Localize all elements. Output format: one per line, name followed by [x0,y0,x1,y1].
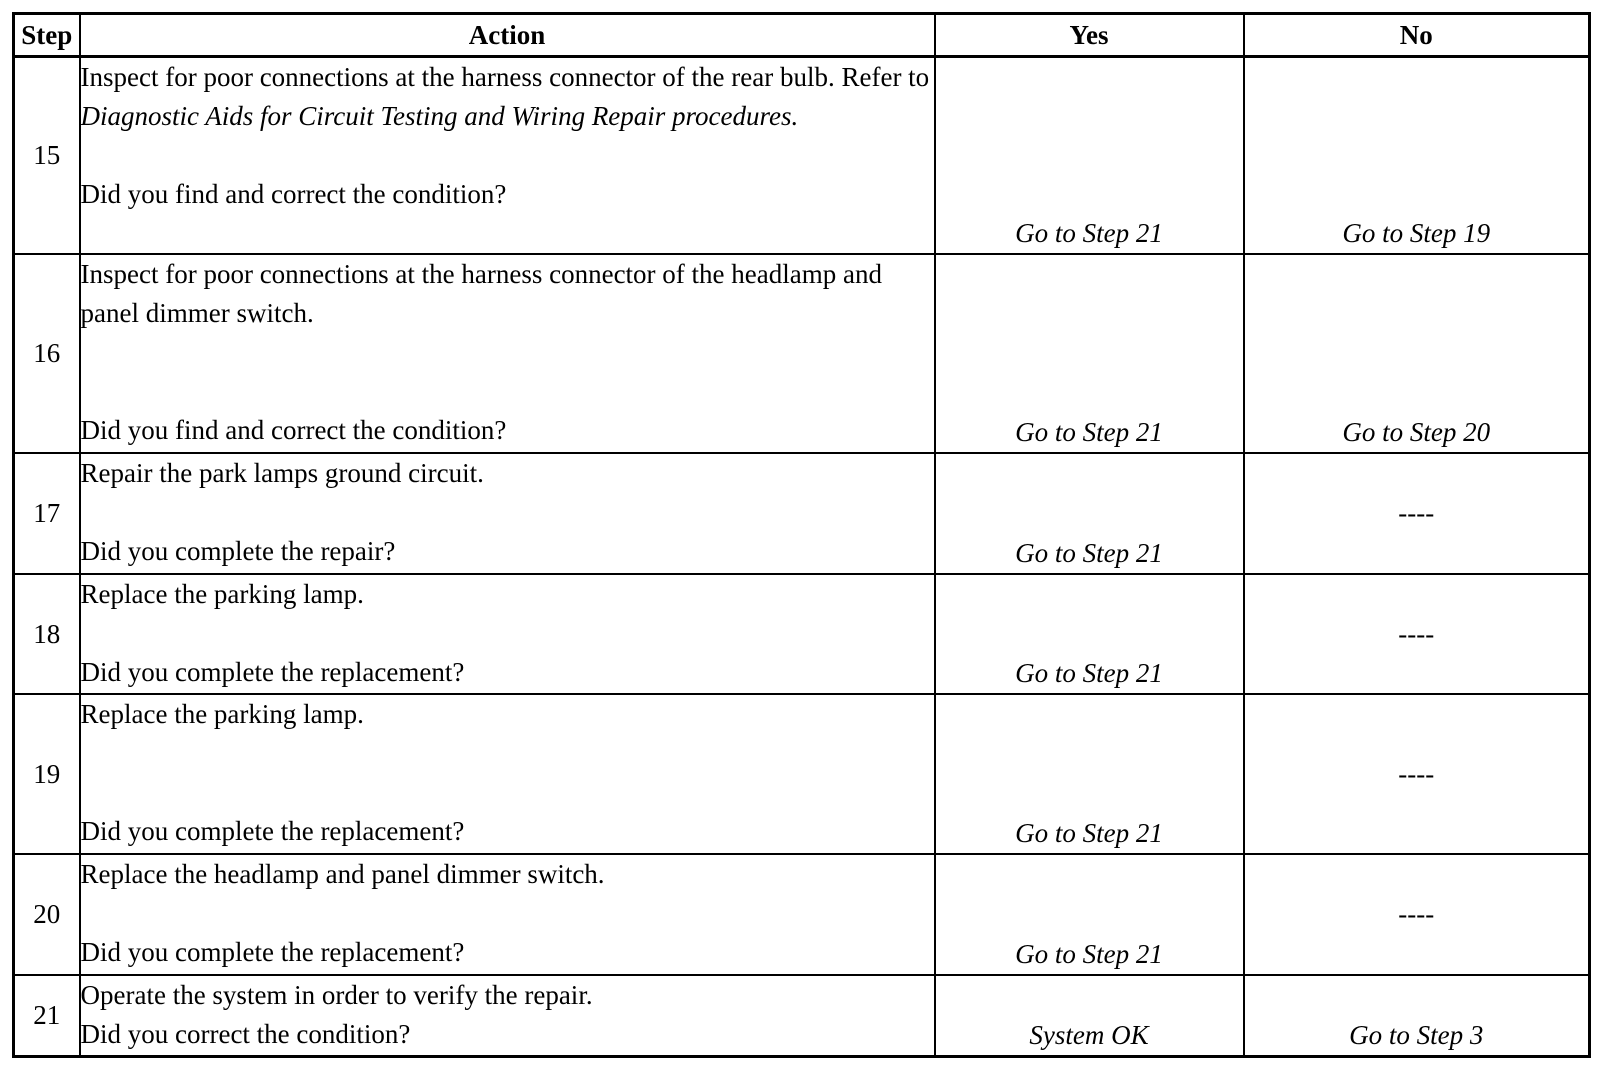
action-cell [80,574,935,695]
action-cell [80,57,935,254]
yes-result: Go to Step 21 [935,254,1244,453]
action-question: Did you correct the condition? [80,1018,411,1049]
action-question: Did you complete the replacement? [80,656,465,687]
table-row [14,57,1590,254]
action-text: Operate the system in order to verify the repair. [80,979,593,1010]
action-question: Did you find and correct the condition? [80,179,507,209]
table-row [14,453,1590,574]
yes-result: System OK [935,975,1244,1057]
step-number: 18 [14,574,80,695]
action-text: Replace the parking lamp. [80,578,364,609]
table-row [14,694,1590,854]
step-number: 19 [14,694,80,854]
header-row [14,14,1590,57]
header-step: Step [14,14,80,57]
step-number: 20 [14,854,80,975]
action-reference: Diagnostic Aids for Circuit Testing and Wiring Repair procedures. [80,101,799,131]
action-text: Inspect for poor connections at the harness connector of the headlamp and panel dimmer switch. [80,258,882,328]
no-result: ---- [1244,574,1590,695]
action-text: Replace the parking lamp. [80,699,364,730]
no-result: ---- [1244,854,1590,975]
table-row [14,975,1590,1057]
header-yes: Yes [935,14,1244,57]
yes-result: Go to Step 21 [935,854,1244,975]
no-result: Go to Step 19 [1244,57,1590,254]
no-result: ---- [1244,694,1590,854]
diagnostic-table [12,12,1591,1058]
action-cell [80,975,935,1057]
action-cell [80,453,935,574]
action-cell [80,694,935,854]
header-no: No [1244,14,1590,57]
header-action: Action [80,14,935,57]
yes-result: Go to Step 21 [935,453,1244,574]
no-result: Go to Step 20 [1244,254,1590,453]
table-row [14,254,1590,453]
action-question: Did you complete the repair? [80,536,396,567]
step-number: 17 [14,453,80,574]
yes-result: Go to Step 21 [935,574,1244,695]
no-result: Go to Step 3 [1244,975,1590,1057]
action-text: Repair the park lamps ground circuit. [80,458,484,489]
step-number: 15 [14,57,80,254]
action-cell [80,254,935,453]
action-text: Replace the headlamp and panel dimmer switch. [80,859,605,890]
yes-result: Go to Step 21 [935,694,1244,854]
table-row [14,574,1590,695]
action-question: Did you complete the replacement? [80,816,465,847]
step-number: 16 [14,254,80,453]
action-question: Did you complete the replacement? [80,937,465,968]
action-question: Did you find and correct the condition? [80,414,507,445]
no-result: ---- [1244,453,1590,574]
step-number: 21 [14,975,80,1057]
table-row [14,854,1590,975]
action-text: Inspect for poor connections at the harness connector of the rear bulb. Refer to Diagnostic Aids for Circuit Testing and Wiring Repair procedures. [80,62,930,131]
action-cell [80,854,935,975]
yes-result: Go to Step 21 [935,57,1244,254]
